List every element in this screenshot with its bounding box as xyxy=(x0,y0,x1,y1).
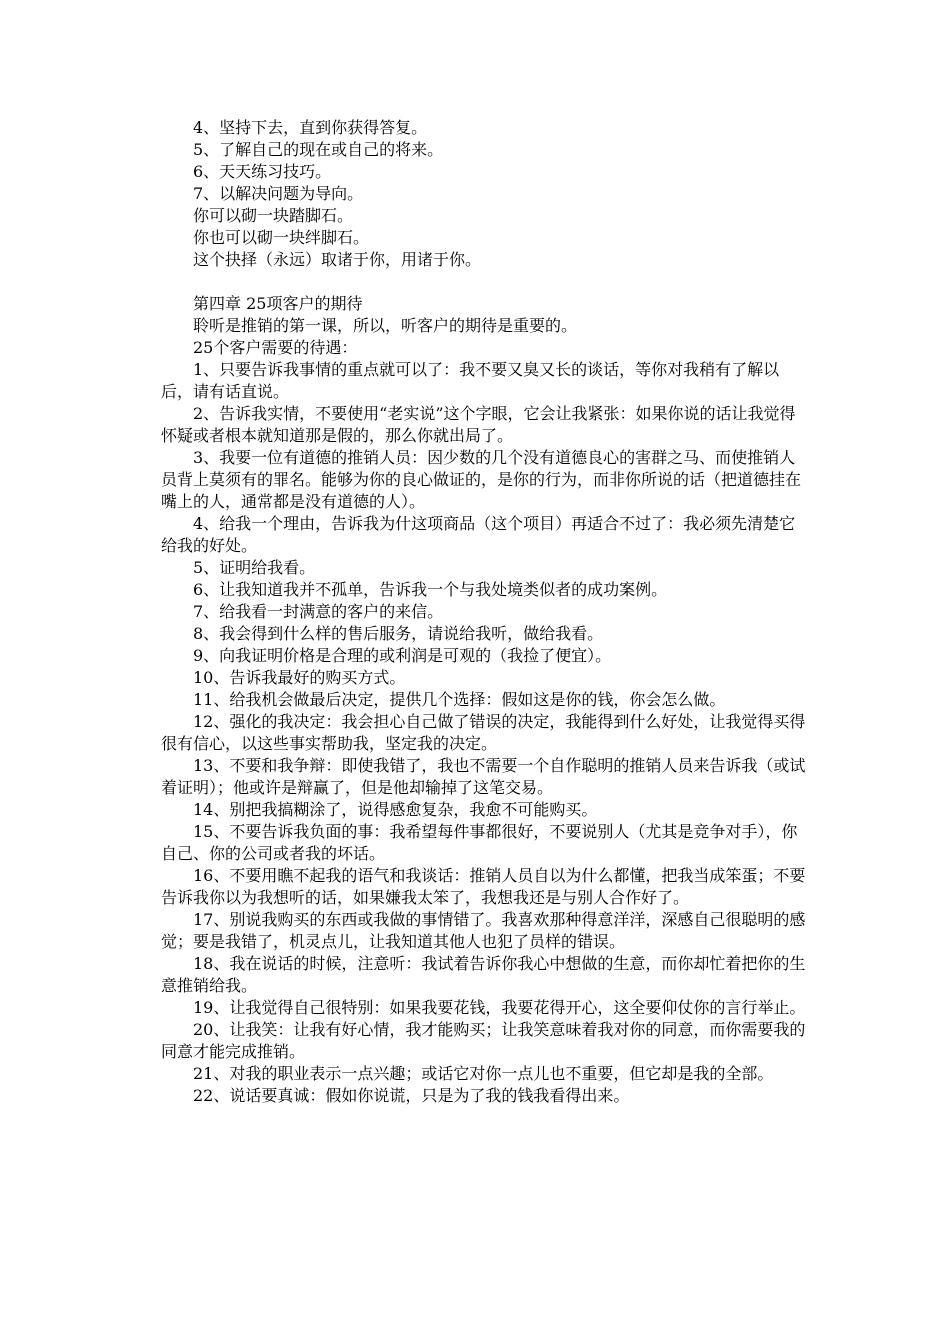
list-item: 4、给我一个理由，告诉我为什这项商品（这个项目）再适合不过了：我必须先清楚它给我的好处。 xyxy=(161,514,796,555)
list-item: 15、不要告诉我负面的事：我希望每件事都很好，不要说别人（尤其是竞争对手），你自己、你的公司或者我的坏话。 xyxy=(161,822,798,863)
list-item: 3、我要一位有道德的推销人员：因少数的几个没有道德良心的害群之马、而使推销人员背上莫须有的罪名。能够为你的良心做证的，是你的行为，而非你所说的话（把道德挂在嘴上的人，通常都是没有道德的人）。 xyxy=(161,448,802,511)
paragraph: 这个抉择（永远）取诸于你，用诸于你。 xyxy=(193,250,482,269)
list-item: 1、只要告诉我事情的重点就可以了：我不要又臭又长的谈话，等你对我稍有了解以后，请有话直说。 xyxy=(161,360,780,401)
list-item: 9、向我证明价格是合理的或利润是可观的（我捡了便宜）。 xyxy=(193,646,612,665)
list-item: 6、让我知道我并不孤单，告诉我一个与我处境类似者的成功案例。 xyxy=(193,580,668,599)
list-item: 22、说话要真诚：假如你说谎，只是为了我的钱我看得出来。 xyxy=(193,1086,630,1105)
chapter-title: 第四章 25项客户的期待 xyxy=(193,294,363,313)
list-item: 10、告诉我最好的购买方式。 xyxy=(193,668,406,687)
list-item: 12、强化的我决定：我会担心自己做了错误的决定，我能得到什么好处，让我觉得买得很有信心，以这些事实帮助我，坚定我的决定。 xyxy=(161,712,806,753)
list-item: 6、天天练习技巧。 xyxy=(193,162,332,181)
list-item: 5、证明给我看。 xyxy=(193,558,316,577)
list-item: 21、对我的职业表示一点兴趣；或话它对你一点儿也不重要，但它却是我的全部。 xyxy=(193,1064,774,1083)
document-body xyxy=(161,117,811,1107)
list-item: 5、了解自己的现在或自己的将来。 xyxy=(193,140,444,159)
paragraph: 你也可以砌一块绊脚石。 xyxy=(193,228,370,247)
list-item: 4、坚持下去，直到你获得答复。 xyxy=(193,118,428,137)
list-item: 7、给我看一封满意的客户的来信。 xyxy=(193,602,444,621)
list-item: 11、给我机会做最后决定，提供几个选择：假如这是你的钱，你会怎么做。 xyxy=(193,690,726,709)
paragraph: 你可以砌一块踏脚石。 xyxy=(193,206,354,225)
list-item: 17、别说我购买的东西或我做的事情错了。我喜欢那种得意洋洋，深感自己很聪明的感觉；要是我错了，机灵点儿，让我知道其他人也犯了员样的错误。 xyxy=(161,910,806,951)
list-item: 19、让我觉得自己很特别：如果我要花钱，我要花得开心，这全要仰仗你的言行举止。 xyxy=(193,998,806,1017)
list-item: 7、以解决问题为导向。 xyxy=(193,184,364,203)
list-item: 14、别把我搞糊涂了，说得感愈复杂，我愈不可能购买。 xyxy=(193,800,598,819)
list-item: 2、告诉我实情，不要使用“老实说”这个字眼，它会让我紧张：如果你说的话让我觉得怀疑或者根本就知道那是假的，那么你就出局了。 xyxy=(161,404,796,445)
list-item: 20、让我笑：让我有好心情，我才能购买；让我笑意味着我对你的同意，而你需要我的同意才能完成推销。 xyxy=(161,1020,806,1061)
list-item: 8、我会得到什么样的售后服务，请说给我听，做给我看。 xyxy=(193,624,604,643)
list-item: 18、我在说话的时候，注意听：我试着告诉你我心中想做的生意，而你却忙着把你的生意推销给我。 xyxy=(161,954,806,995)
paragraph: 聆听是推销的第一课，所以，听客户的期待是重要的。 xyxy=(193,316,578,335)
paragraph: 25个客户需要的待遇： xyxy=(193,338,358,357)
blank-line xyxy=(161,271,811,293)
list-item: 13、不要和我争辩：即使我错了，我也不需要一个自作聪明的推销人员来告诉我（或试着证明）；他或许是辩赢了，但是他却输掉了这笔交易。 xyxy=(161,756,806,797)
list-item: 16、不要用瞧不起我的语气和我谈话：推销人员自以为什么都懂，把我当成笨蛋；不要告诉我你以为我想听的话，如果嫌我太笨了，我想我还是与别人合作好了。 xyxy=(161,866,806,907)
